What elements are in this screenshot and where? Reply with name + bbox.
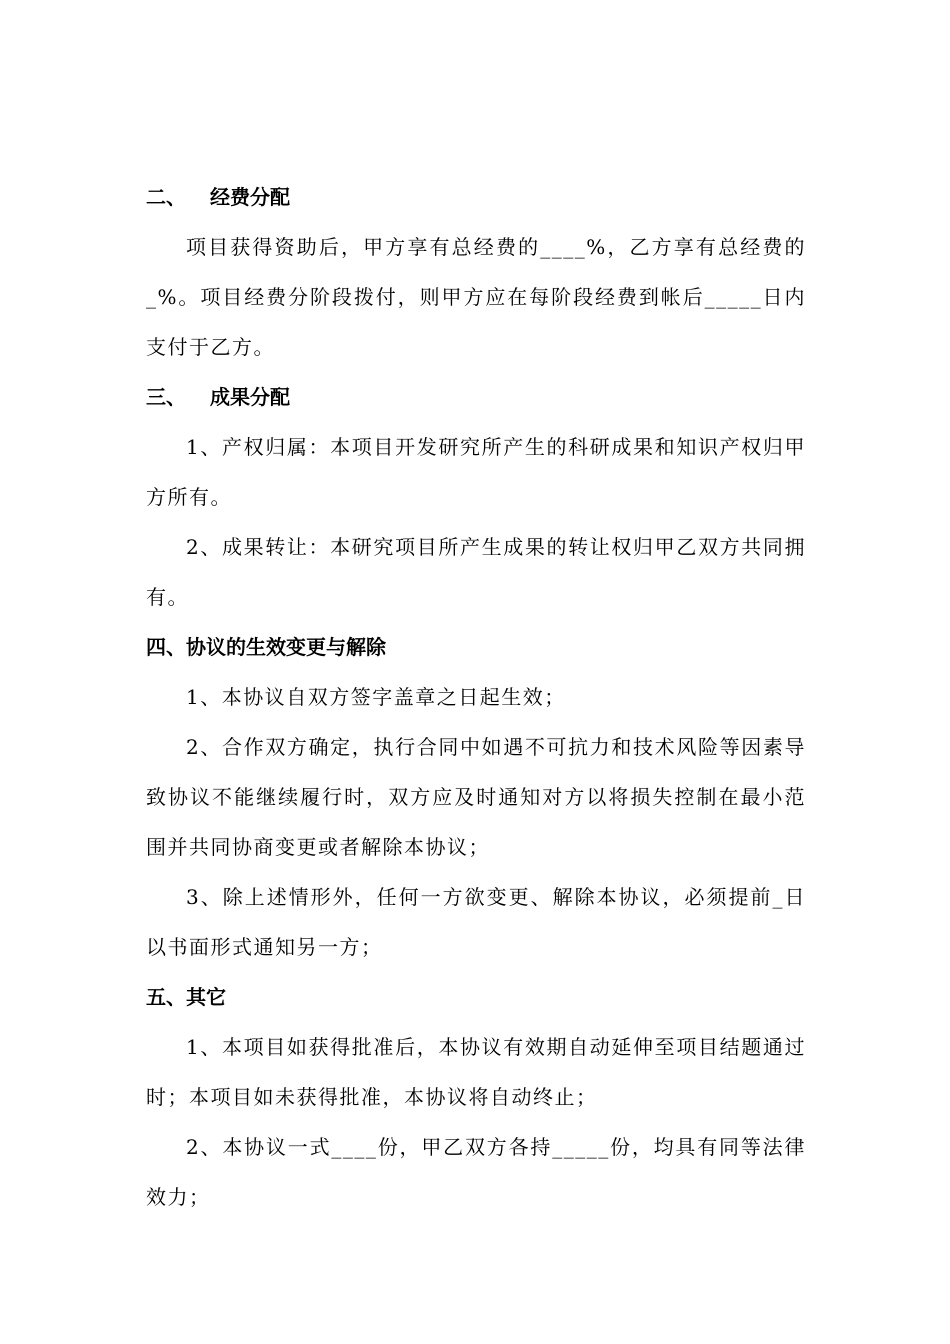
results-paragraph-ownership: 1、产权归属：本项目开发研究所产生的科研成果和知识产权归甲方所有。 bbox=[146, 435, 806, 509]
other-paragraph-1: 1、本项目如获得批准后，本协议有效期自动延伸至项目结题通过时；本项目如未获得批准，本协议将自动终止； bbox=[146, 1035, 806, 1109]
section-heading-other bbox=[146, 972, 806, 1022]
effect-paragraph-3: 3、除上述情形外，任何一方欲变更、解除本协议，必须提前_日以书面形式通知另一方； bbox=[146, 885, 806, 959]
section-heading-effect bbox=[146, 622, 806, 672]
results-paragraph-transfer: 2、成果转让：本研究项目所产生成果的转让权归甲乙双方共同拥有。 bbox=[146, 535, 806, 609]
document-page bbox=[146, 172, 806, 1222]
other-paragraph-2: 2、本协议一式____份，甲乙双方各持_____份，均具有同等法律效力； bbox=[146, 1135, 806, 1209]
section-title: 协议的生效变更与解除 bbox=[186, 635, 386, 659]
section-number: 三、 bbox=[146, 385, 186, 409]
section-title: 其它 bbox=[186, 985, 226, 1009]
section-title: 成果分配 bbox=[210, 385, 290, 409]
section-title: 经费分配 bbox=[210, 185, 290, 209]
section-number: 二、 bbox=[146, 185, 186, 209]
effect-paragraph-2: 2、合作双方确定，执行合同中如遇不可抗力和技术风险等因素导致协议不能继续履行时，双方应及时通知对方以将损失控制在最小范围并共同协商变更或者解除本协议； bbox=[146, 735, 806, 859]
section-number: 四、 bbox=[146, 635, 186, 659]
funding-paragraph: 项目获得资助后，甲方享有总经费的____%，乙方享有总经费的_%。项目经费分阶段拨付，则甲方应在每阶段经费到帐后_____日内支付于乙方。 bbox=[146, 235, 806, 359]
effect-paragraph-1: 1、本协议自双方签字盖章之日起生效； bbox=[186, 685, 566, 709]
section-heading-funding bbox=[146, 172, 806, 222]
section-number: 五、 bbox=[146, 985, 186, 1009]
section-heading-results bbox=[146, 372, 806, 422]
